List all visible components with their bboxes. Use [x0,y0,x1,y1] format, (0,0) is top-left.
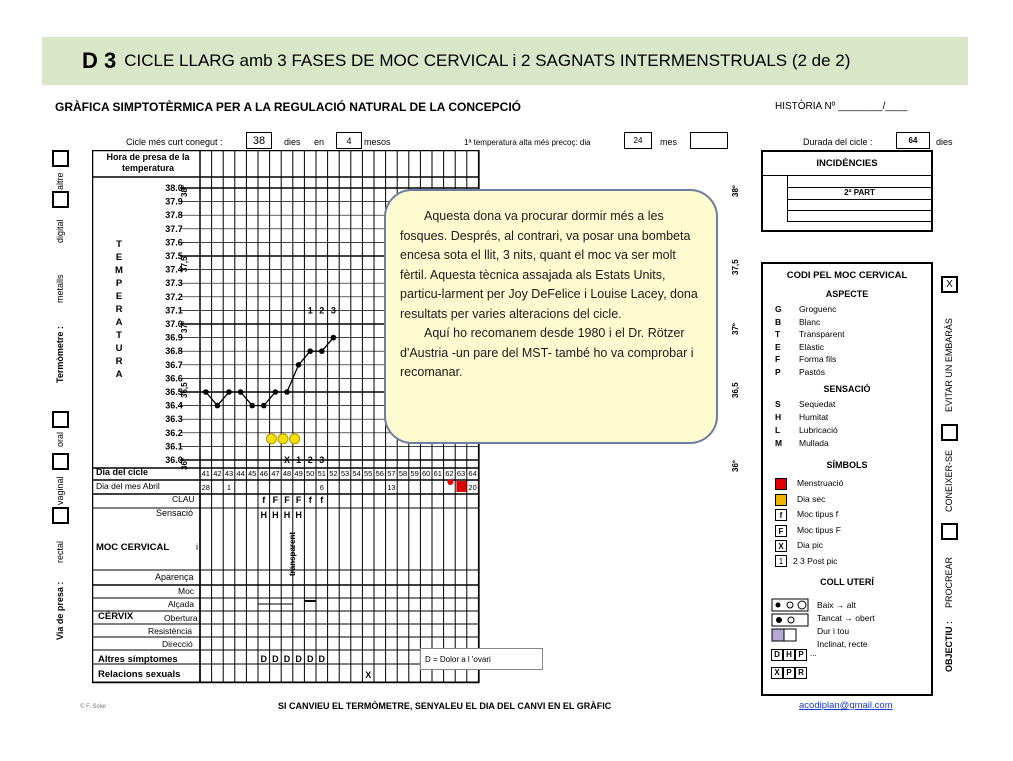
months-value: 4 [336,132,362,149]
bulb-night-marker [266,434,276,444]
temp-tick-label: 36.2 [165,427,183,438]
menstruation-mark [456,481,466,492]
temperatura-letter: R [115,356,123,367]
temperature-point [238,389,244,395]
cycle-day-label: 49 [294,469,303,478]
cycle-day-label: 53 [340,469,350,478]
legend-key: G [775,304,782,314]
dhp-h: H [783,649,795,661]
bubble-paragraph-1: Aquesta dona va procurar dormir més a les fosques. Després, al contrari, va posar una bombeta encesa sota el llit, 3 nits, quant el moc va ser molt fèrtil. Aquesta tècnica assajada als Estats Units, particu-larment per Joy DeFelice i Louise Lacey, dona resultats per varies alteracions del cicle. [400,209,698,321]
cycle-day-label: 46 [259,469,268,478]
temperature-point [226,389,232,395]
temperature-point [215,403,221,409]
legend-value: Humitat [799,412,829,422]
codi-title: CODI PEL MOC CERVICAL [786,270,908,281]
legend-item [775,412,828,422]
month-day-label: 20 [468,483,477,492]
side-label-36: 36º [731,460,740,472]
mes-label: mes [660,137,678,147]
via-rectal-checkbox[interactable] [52,507,69,524]
dies-label: dies [284,137,301,147]
peak-day-x: X [283,455,291,465]
clau-mark: f [320,495,324,505]
clau-label: CLAU [172,494,195,504]
simbol-label: Moc tipus f [797,509,839,519]
legend-key: H [775,412,782,422]
legend-key: M [775,438,783,448]
cycle-day-label: 60 [422,469,431,478]
thermometer-altre-checkbox[interactable] [52,150,69,167]
dhp-d: D [771,649,783,661]
label-vaginal: vaginal [55,476,65,505]
historia-label: HISTÒRIA Nº ________/____ [775,101,908,112]
coll-heading: COLL UTERÍ [820,577,874,587]
bulb-night-marker [278,434,288,444]
cycle-day-label: 61 [433,469,442,478]
altres-label: Altres símptomes [98,654,178,665]
simbol-item [775,478,843,490]
simbol-item [775,494,825,506]
inner-label-37: 37º [180,321,189,333]
cervix-label: CÈRVIX [98,611,134,622]
incidencies-box [761,150,933,232]
simbol-swatch: F [775,525,787,537]
cycle-day-label: 50 [306,469,315,478]
legend-value: Transparent [799,329,845,339]
cycle-day-label: 48 [282,469,292,478]
temperature-point [249,403,255,409]
temperature-point [284,389,290,395]
legend-key: S [775,399,781,409]
via-vaginal-checkbox[interactable] [52,453,69,470]
legend-key: E [775,341,781,352]
cycle-day-label: 52 [329,469,338,478]
label-termometre: Termòmetre : [55,326,65,383]
label-metalls: metalls [55,274,65,303]
temp-day: 24 [624,132,652,149]
temp-tick-label: 36.7 [165,359,183,370]
legend-key: P [775,366,781,377]
sensacio-heading: SENSACIÓ [823,384,871,394]
clau-mark: F [295,495,302,505]
resistencia-label: Resistència [148,626,192,636]
phase-number: 2 [319,305,325,316]
temperatura-vertical-label [114,238,124,381]
legend-value: Elàstic [799,341,825,352]
durada-label: Durada del cicle : [803,137,873,147]
temp-label: 1ª temperatura alta més precoç: dia [464,138,591,147]
legend-value: Groguenc [799,304,837,314]
post-pic-1: 1 [775,555,787,567]
mes-box [690,132,728,149]
cycle-day-label: 51 [317,469,326,478]
moc-cervical-label: MOC CERVICAL [96,542,170,553]
temp-tick-label: 36.8 [165,346,183,357]
simbol-label: Dia pic [797,540,823,550]
cycle-day-label: 45 [248,469,257,478]
inner-label-365: 36,5 [180,382,189,398]
legend-item [775,425,838,435]
dhp-dots: ... [810,649,817,658]
altres-mark: D [306,654,314,664]
moc-label: Moc [178,586,195,596]
legend-item [775,367,825,377]
simbol-swatch [775,478,787,490]
post-pic-label: 2 3 Post pic [793,556,838,566]
hora-label: Hora de presa de la temperatura [106,152,190,173]
title-text: CICLE LLARG amb 3 FASES DE MOC CERVICAL i 2 SAGNATS INTERMENSTRUALS (2 de 2) [124,51,851,70]
sensacio-mark: H [283,510,291,520]
simbol-label: Moc tipus F [797,524,841,535]
cycle-day-label: 42 [213,469,222,478]
temp-tick-label: 37.7 [165,223,183,234]
temp-tick-label: 38.0 [165,183,183,193]
label-digital: digital [55,219,65,243]
label-oral: oral [55,431,65,447]
cycle-day-label: 54 [352,469,361,478]
simbol-swatch [775,494,787,506]
coll-item: Inclinat, recte [817,639,868,649]
label-via: Via de presa : [55,581,65,640]
clau-mark: f [308,495,312,505]
temperatura-letter: M [115,265,123,276]
temperature-point [261,403,267,409]
simbol-label: Menstruació [797,478,844,488]
thermometer-digital-checkbox[interactable] [52,191,69,208]
temperature-point [296,362,302,368]
temp-tick-label: 37.4 [165,264,183,275]
evitar-checkbox[interactable]: X [941,276,958,293]
phase-number: 1 [307,305,313,316]
temp-tick-label: 36.1 [165,441,183,452]
label-procrear: PROCREAR [944,556,954,608]
aparenca-label: Aparença [155,572,194,582]
cycle-day-label: 43 [224,469,234,478]
transparent-vertical: transparent [288,531,297,576]
altres-mark: D [272,654,279,664]
temperatura-letter: E [115,291,123,302]
simbol-item [775,525,841,537]
dia-mes-label: Dia del mes Abril [96,481,160,491]
durada-unit: dies [936,137,953,147]
month-day-label: 28 [201,483,210,492]
aspecte-heading: ASPECTE [825,289,869,299]
cycle-day-label: 62 [445,469,454,478]
temp-tick-label: 37.3 [165,278,183,289]
coll-item: Dur i tou [817,626,850,636]
month-day-label: 6 [319,483,324,492]
direccio-label: Direcció [162,639,193,649]
side-label-37: 37º [731,323,740,335]
sensacio-mark: H [295,510,302,520]
sensacio-mark: H [272,510,279,520]
xpr-row [771,667,807,679]
dolor-note: D = Dolor a l 'ovari [420,648,543,670]
label-rectal: rectal [55,540,65,563]
temperatura-letter: R [115,304,123,315]
temp-tick-label: 36.9 [165,332,183,343]
phase-number: 3 [330,305,336,316]
legend-key: L [775,425,781,435]
legend-value: Forma fils [799,354,837,364]
bubble-paragraph-2: Aquí ho recomanem desde 1980 i el Dr. Rötzer d'Austria -un pare del MST- també ho va comprobar i recomanar. [400,326,694,379]
dhp-row [771,649,817,661]
cycle-day-label: 63 [456,469,466,478]
temp-tick-label: 37.0 [165,319,183,329]
legend-value: Mullada [799,438,829,448]
altres-mark: D [318,654,326,664]
legend-item [775,354,836,364]
cycle-day-label: 55 [364,469,373,478]
simbol-item [775,509,838,521]
temp-tick-label: 36.4 [165,400,183,411]
temp-tick-label: 36.6 [165,373,183,384]
coll-item: Baix → alt [817,600,856,610]
footer-email-link[interactable]: acodiplan@gmail.com [799,700,893,711]
moc-i-label: i [196,542,198,552]
incidencies-title: INCIDÈNCIES [763,152,931,176]
temperatura-letter: T [116,330,122,341]
simbol-item [775,540,823,552]
incidencies-entry: 2ª PART [787,188,931,200]
altres-mark: D [283,654,291,664]
temperatura-letter: A [115,369,123,380]
simbol-label: Dia sec [797,493,826,504]
cycle-day-label: 44 [236,469,245,478]
mesos-label: mesos [364,137,391,147]
temperature-point [203,389,209,395]
annotation-bubble [384,189,718,444]
temp-tick-label: 37.6 [165,237,183,248]
coneixer-checkbox[interactable] [941,424,958,441]
coll-item: Tancat → obert [817,613,875,623]
durada-value: 64 [896,132,930,149]
inner-label-375: 37,5 [180,256,189,272]
via-oral-checkbox[interactable] [52,411,69,428]
legend-value: Sequedat [799,399,836,409]
legend-item [775,399,835,409]
label-altre: altre [55,172,65,190]
relacions-label: Relacions sexuals [98,669,181,680]
legend-key: B [775,316,782,327]
xpr-p: P [783,667,795,679]
legend-item [775,304,836,314]
procrear-checkbox[interactable] [941,523,958,540]
label-coneixer: CONEIXER-SE [944,449,954,512]
temperatura-letter: A [115,317,123,328]
cycle-day-label: 41 [201,469,210,478]
side-label-38: 38º [731,185,740,197]
title-code: D 3 [82,48,117,73]
altres-mark: D [295,654,302,664]
sensacio-mark: H [260,510,268,520]
side-label-375: 37,5 [731,259,740,275]
cycle-day-label: 58 [398,469,408,478]
legend-key: T [775,329,781,339]
cycle-day-label: 56 [375,469,384,478]
label-objectiu: OBJECTIU : [944,620,954,672]
temperatura-letter: E [115,252,123,263]
dia-cicle-label: Dia del cicle [96,467,149,477]
legend-item [775,329,845,339]
month-day-label: 1 [226,483,232,492]
cycle-day-label: 59 [410,469,419,478]
temperature-point [273,389,279,395]
temp-tick-label: 37.2 [165,291,183,302]
post-pic-number: 2 [307,455,313,465]
legend-item [775,342,824,352]
legend-value: Lubricació [799,425,838,435]
simbol-swatch: X [775,540,787,552]
bulb-night-marker [290,434,300,444]
simbol-swatch: f [775,509,787,521]
page-subtitle: GRÀFICA SIMPTOTÈRMICA PER A LA REGULACIÓ NATURAL DE LA CONCEPCIÓ [55,100,522,114]
cycle-day-label: 64 [468,469,477,478]
alcada-label: Alçada [168,599,194,609]
temp-tick-label: 37.1 [165,305,183,316]
post-pic-number: 1 [296,455,302,465]
side-label-365: 36,5 [731,382,740,398]
codi-panel [761,262,933,696]
legend-value: Pastós [799,366,825,377]
dhp-p: P [795,649,807,661]
cicle-days: 38 [246,132,272,149]
temp-tick-label: 37.9 [165,196,183,207]
clau-mark: F [284,495,290,505]
sensacio-label: Sensació [156,508,194,518]
temperatura-letter: U [115,343,123,354]
xpr-x: X [771,667,783,679]
temp-tick-label: 36.5 [165,387,183,397]
cycle-day-label: 57 [387,469,396,478]
altres-mark: D [260,654,268,664]
legend-value: Blanc [799,316,821,327]
cycle-day-label: 47 [271,469,280,478]
legend-item [775,317,820,327]
temperatura-letter: P [115,278,123,289]
temp-tick-label: 37.5 [165,251,183,261]
label-evitar: EVITAR UN EMBARÀS [944,318,954,412]
clau-mark: F [272,495,279,505]
temperature-point [319,348,325,354]
simbols-heading: SÍMBOLS [826,460,868,470]
temp-tick-label: 36.3 [165,414,183,425]
title-banner [42,37,968,85]
post-pic-number: 3 [319,455,325,465]
temperature-point [331,335,337,341]
xpr-r: R [795,667,807,679]
menstruation-dot [447,479,453,485]
legend-key: F [775,354,781,364]
inner-label-38: 38º [180,185,189,197]
legend-item [775,438,829,448]
temperature-point [307,348,313,354]
cicle-label: Cicle més curt conegut : [126,137,223,147]
footer-note: SI CANVIEU EL TERMÒMETRE, SENYALEU EL DIA DEL CANVI EN EL GRÀFIC [278,701,612,711]
relacions-mark: X [365,670,372,680]
clau-mark: f [262,495,266,505]
en-label: en [314,137,325,147]
temp-tick-label: 37.8 [165,210,183,221]
obertura-label: Obertura [164,613,198,623]
temperatura-letter: T [116,239,122,250]
month-day-label: 13 [387,483,396,492]
inner-label-36: 36º [180,458,189,470]
temp-tick-label: 36.0 [165,455,183,465]
footer-copyright: © F. Soler [80,704,107,710]
